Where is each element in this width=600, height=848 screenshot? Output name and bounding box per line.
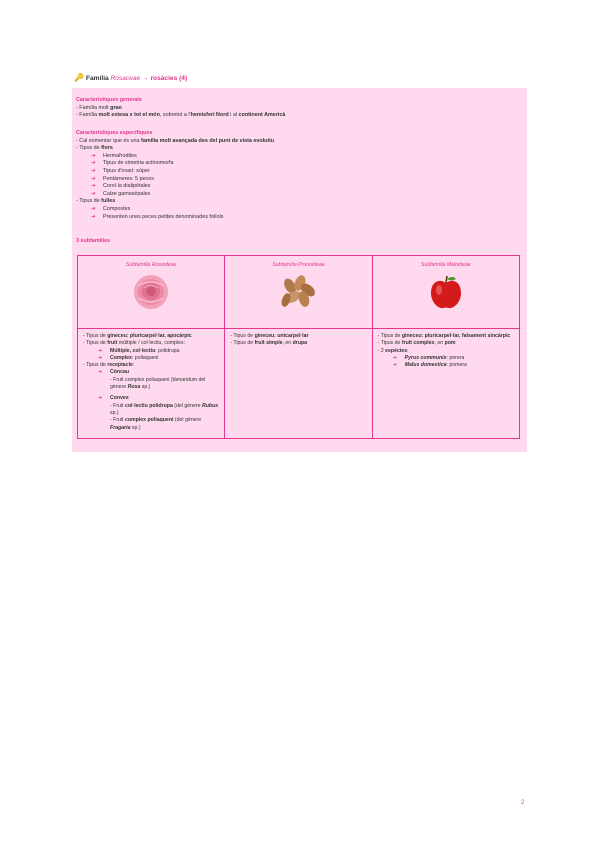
table-row: [78, 256, 520, 329]
rosoideae-details: - Tipus de gineceu: pluricarpel·lar, apocàrpic - Tipus de fruit múltiple / col·lectiu, complex: ➔ Múltiple, col·lectiu: polidrupa ➔ Complex: poliaqueni - Tipus de receptacle: ➔ Còncau - Fruit complex poliaqueni (tàmaridum del gènere Rosa sp.) ➔ Convex - Fruit col·lectiu polidrupa (del gènere Rubus sp.) - Fruit complex poliaqueni (del gènere Fragaria sp.): [78, 329, 225, 439]
page-title: 🔑 Família Rosaceae → rosàcies (4): [74, 73, 188, 82]
arrow-right-icon: ➔: [91, 205, 96, 212]
family-latin-name: Rosaceae: [110, 75, 141, 82]
flower-item: ➔ Corol·la dialipètales: [91, 183, 151, 190]
leaves-line: - Tipus de fulles: [76, 198, 116, 205]
arrow-right-icon: ➔: [98, 369, 103, 376]
flower-item: ➔ Calze gamosèpales: [91, 190, 151, 197]
key-icon: 🔑: [74, 73, 84, 82]
family-common-name: → rosàcies (4): [140, 75, 188, 82]
arrow-right-icon: ➔: [91, 213, 96, 220]
table-row: [78, 329, 520, 439]
flower-item: ➔ Pentàmeres: 5 peces: [91, 175, 154, 182]
specific-section: [76, 130, 516, 221]
flower-item: ➔ Tipus de simetria actinomorfa: [91, 160, 174, 167]
leaf-item: ➔ Compostes: [91, 205, 131, 212]
leaf-item: ➔ Presenten unes peces petites denominades folíols: [91, 213, 224, 220]
arrow-right-icon: ➔: [91, 190, 96, 197]
maloideae-details: - Tipus de gineceu: pluricarpel·lar, falsament sincàrpic - Tipus de fruit complex, en pom - 2 espècies: ➔ Pyrus communis: perera ➔ Malus domestica: pomera: [372, 329, 519, 439]
arrow-right-icon: ➔: [98, 395, 103, 402]
content-box: [72, 88, 527, 452]
arrow-right-icon: ➔: [392, 362, 398, 369]
arrow-right-icon: ➔: [91, 167, 96, 174]
subfamily-header-rosoideae: Subfamília Rosoideae: [78, 256, 225, 329]
rose-icon: [132, 274, 170, 310]
flower-item: ➔ Hermafrodites: [91, 152, 137, 159]
arrow-right-icon: ➔: [392, 354, 398, 361]
arrow-right-icon: ➔: [91, 152, 96, 159]
subfamily-header-maloideae: Subfamília Maloideae: [372, 256, 519, 329]
page-number: 2: [521, 800, 525, 806]
general-heading: Característiques generals: [76, 97, 142, 103]
apple-icon: [429, 274, 463, 310]
arrow-right-icon: ➔: [98, 347, 103, 354]
subfamilies-heading: 3 subfamílies: [76, 238, 111, 244]
flowers-line: - Tipus de flors: [76, 145, 113, 152]
almonds-icon: [278, 274, 318, 308]
specific-line-1: - Cal esmentar que és una família molt avançada des del punt de vista evolutiu: [76, 137, 275, 144]
flower-item: ➔ Tipus d'ovari: súper: [91, 167, 150, 174]
specific-heading: Característiques específiques: [76, 130, 153, 136]
general-line-1: - Família molt gran: [76, 104, 122, 111]
arrow-right-icon: ➔: [91, 183, 96, 190]
arrow-right-icon: ➔: [98, 354, 103, 361]
prunoideae-details: - Tipus de gineceu: unicarpel·lar - Tipus de fruit simple, en drupa: [225, 329, 372, 439]
arrow-right-icon: ➔: [91, 175, 96, 182]
subfamilies-table: [77, 255, 520, 439]
subfamily-header-prunoideae: Subfamília Prunoideae: [225, 256, 372, 329]
general-line-2: - Família molt extesa x tot el món, sobretot a l'hemisferi Nord i al continent Americà: [76, 112, 286, 119]
arrow-right-icon: ➔: [91, 160, 96, 167]
general-section: [76, 97, 516, 120]
